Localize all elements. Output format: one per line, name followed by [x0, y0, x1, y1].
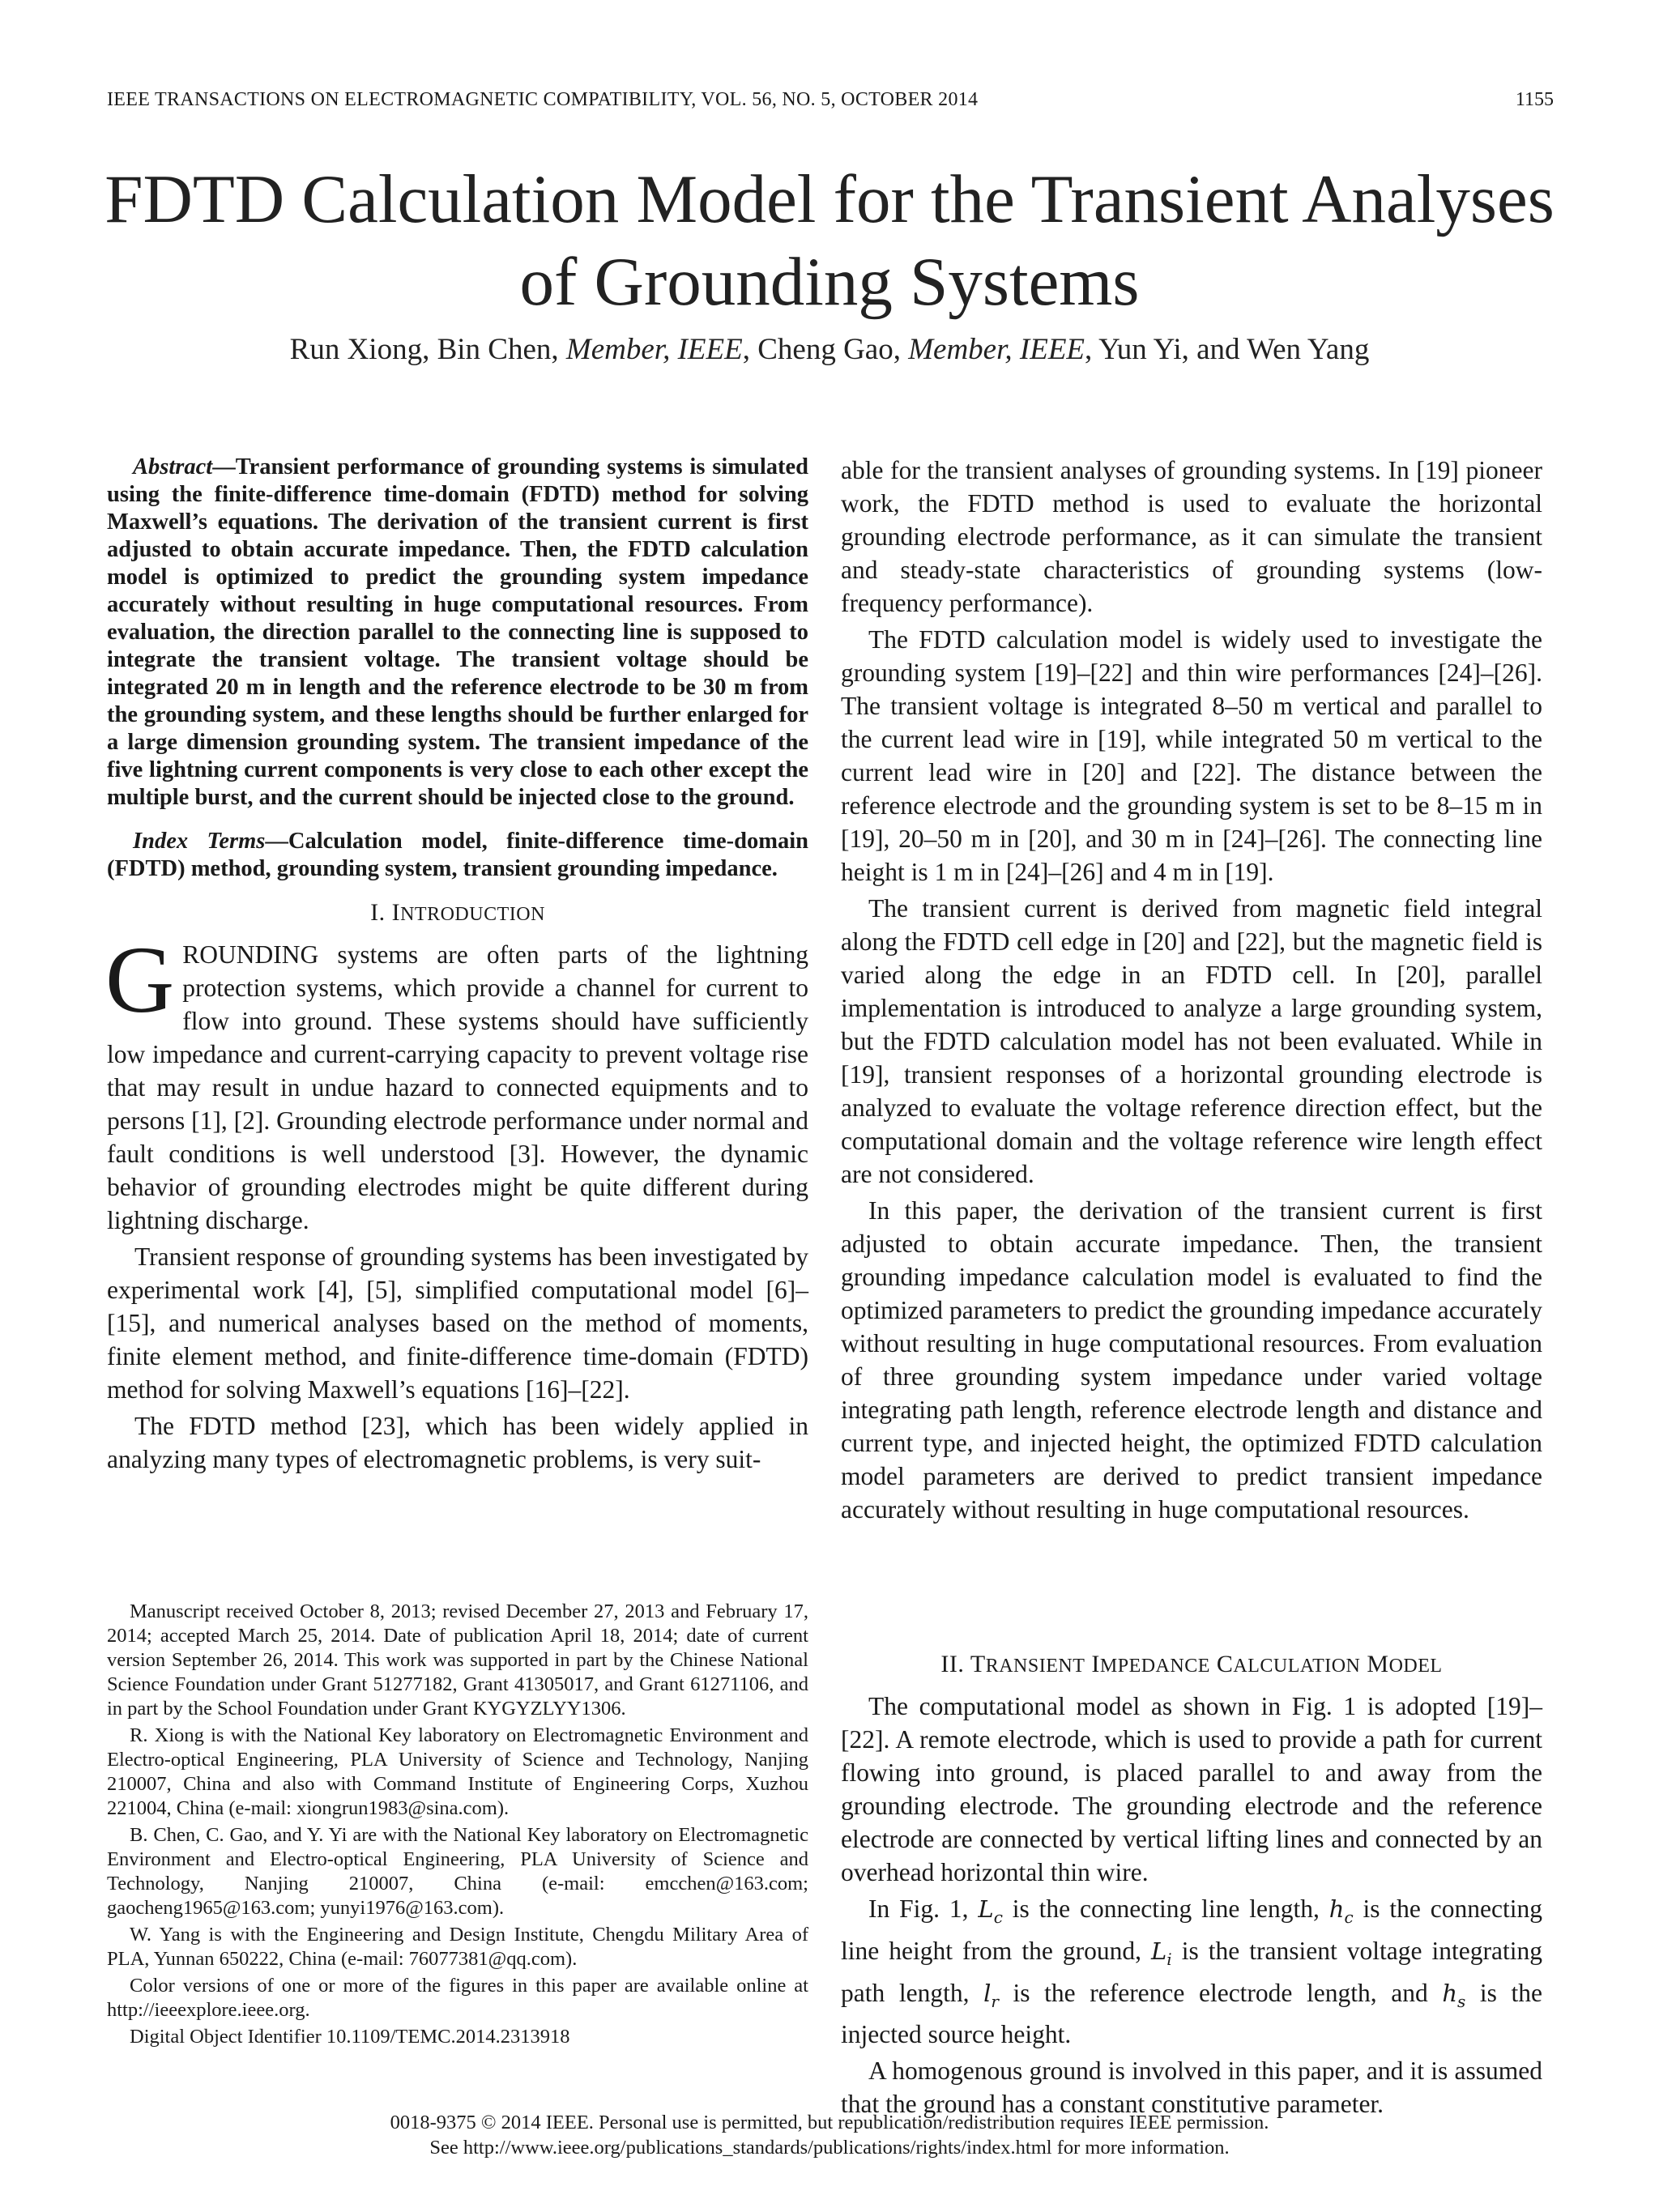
index-terms-text: Calculation model, finite-difference time-domain (FDTD) method, grounding system, transient grounding impedance. [107, 829, 808, 881]
section-2-block [841, 1634, 1542, 2124]
section-heading-introduction: I. INTRODUCTION [370, 899, 545, 926]
author-list: Run Xiong, Bin Chen, Member, IEEE, Cheng Gao, Member, IEEE, Yun Yi, and Wen Yang [289, 333, 1370, 366]
author-2: Cheng Gao [757, 333, 893, 366]
footnote-color-note: Color versions of one or more of the figures in this paper are available online at http://ieeexplore.ieee.org. [107, 1975, 808, 2021]
running-header [107, 89, 1554, 121]
model-paragraph-2: In Fig. 1, $L_c$ is the connecting line length, $h_c$ is the connecting line height from the ground, $L_i$ is the transient voltage integrating path length, $l_r$ is the reference electrode length, and $h_s$ is the injected source height. [841, 1894, 1542, 2049]
symbol-Li: $L_i$ [1151, 1937, 1172, 1969]
membership-2: Member, IEEE [908, 333, 1085, 366]
intro-paragraph-2: Transient response of grounding systems has been investigated by experimental work [4], [5], simplified computational model [6]–[15], and numerical analyses based on the method of moments, finite element method, and finite-difference time-domain (FDTD) method for solving Maxwell’s equations [16]–[22]. [107, 1242, 808, 1404]
author-3: Yun Yi, and Wen Yang [1098, 333, 1370, 366]
intro-paragraph-3-continued: able for the transient analyses of grounding systems. In [19] pioneer work, the FDTD method is used to evaluate the horizontal grounding electrode performance, as it can simulate the transient and steady-state characteristics of grounding systems (low-frequency performance). [841, 456, 1542, 617]
footnote-doi: Digital Object Identifier 10.1109/TEMC.2014.2313918 [130, 2026, 570, 2048]
intro-paragraph-6: In this paper, the derivation of the transient current is first adjusted to obtain accurate impedance. Then, the transient grounding impedance calculation model is evaluated to find the optimized parameters to predict the grounding impedance accurately without resulting in huge computational resources. From evaluation of three grounding system impedance under varied voltage integrating path length, reference electrode length and distance and current type, and injected height, the optimized FDTD calculation model parameters are derived to predict transient impedance accurately without resulting in huge computational resources. [841, 1196, 1542, 1524]
index-terms-label: Index Terms [133, 829, 266, 854]
paper-title [73, 158, 1586, 323]
drop-cap: G [105, 927, 175, 1033]
left-column [107, 454, 808, 1479]
index-terms: Index Terms—Calculation model, finite-difference time-domain (FDTD) method, grounding system, transient grounding impedance. [107, 829, 808, 881]
footnote-affiliation-1: R. Xiong is with the National Key laboratory on Electromagnetic Environment and Electro-optical Engineering, PLA University of Science and Technology, Nanjing 210007, China and also with Command Institute of Engineering Corps, Xuzhou 221004, China (e-mail: xiongrun1983@sina.com). [107, 1724, 808, 1819]
membership-1: Member, IEEE [565, 333, 743, 366]
footnote-affiliation-3: W. Yang is with the Engineering and Design Institute, Chengdu Military Area of PLA, Yunnan 650222, China (e-mail: 76077381@qq.com). [107, 1924, 808, 1970]
author-1: Run Xiong, Bin Chen [289, 333, 552, 366]
title-line-1: FDTD Calculation Model for the Transient Analyses [104, 161, 1555, 237]
symbol-hc: $h_c$ [1328, 1895, 1354, 1927]
model-paragraph-3: A homogenous ground is involved in this paper, and it is assumed that the ground has a constant constitutive parameter. [841, 2056, 1542, 2119]
symbol-hs: $h_s$ [1442, 1979, 1466, 2011]
symbol-Lc: $L_c$ [978, 1895, 1003, 1927]
journal-name: IEEE TRANSACTIONS ON ELECTROMAGNETIC COMPATIBILITY, VOL. 56, NO. 5, OCTOBER 2014 [107, 89, 979, 110]
abstract-label: Abstract [133, 454, 213, 479]
page-number: 1155 [1515, 89, 1554, 110]
abstract: Abstract—Transient performance of grounding systems is simulated using the finite-difference time-domain (FDTD) method for solving Maxwell’s equations. The derivation of the transient current is first adjusted to obtain accurate impedance. Then, the FDTD calculation model is optimized to predict the grounding system impedance accurately without resulting in huge computational resources. From evaluation, the direction parallel to the connecting line is supposed to integrate the transient voltage. The transient voltage should be integrated 20 m in length and the reference electrode to be 30 m from the grounding system, and these lengths should be further enlarged for a large dimension grounding system. The transient impedance of the five lightning current components is very close to each other except the multiple burst, and the current should be injected close to the ground. [107, 454, 808, 810]
footer-line-1: 0018-9375 © 2014 IEEE. Personal use is permitted, but republication/redistribution requires IEEE permission. [390, 2112, 1269, 2133]
symbol-lr: $l_r$ [983, 1979, 999, 2011]
intro-paragraph-5: The transient current is derived from magnetic field integral along the FDTD cell edge in [20] and [22], but the magnetic field is varied along the edge in an FDTD cell. In [20], parallel implementation is introduced to analyze a large grounding system, but the FDTD calculation model has not been evaluated. While in [19], transient responses of a horizontal grounding electrode is analyzed to evaluate the voltage reference direction effect, but the computational domain and the voltage reference wire length effect are not considered. [841, 894, 1542, 1188]
intro-paragraph-3: The FDTD method [23], which has been widely applied in analyzing many types of electromagnetic problems, is very suit- [107, 1412, 808, 1473]
copyright-footer [0, 2110, 1659, 2160]
model-paragraph-1: The computational model as shown in Fig. 1 is adopted [19]–[22]. A remote electrode, which is used to provide a path for current flowing into ground, is placed parallel to and away from the grounding electrode. The grounding electrode and the reference electrode are connected by vertical lifting lines and connected by an overhead horizontal thin wire. [841, 1692, 1542, 1886]
footer-line-2: See http://www.ieee.org/publications_standards/publications/rights/index.html for more information. [429, 2137, 1230, 2159]
footnote-affiliation-2: B. Chen, C. Gao, and Y. Yi are with the National Key laboratory on Electromagnetic Environment and Electro-optical Engineering, PLA University of Science and Technology, Nanjing 210007, China (e-mail: emcchen@163.com; gaocheng1965@163.com; yunyi1976@163.com). [107, 1824, 808, 1919]
intro-paragraph-1: GROUNDING systems are often parts of the lightning protection systems, which provide a channel for current to flow into ground. These systems should have sufficiently low impedance and current-carrying capacity to prevent voltage rise that may result in undue hazard to connected equipments and to persons [1], [2]. Grounding electrode performance under normal and fault conditions is well understood [3]. However, the dynamic behavior of grounding electrodes might be quite different during lightning discharge. [105, 927, 808, 1234]
intro-paragraph-4: The FDTD calculation model is widely used to investigate the grounding system [19]–[22] and thin wire performances [24]–[26]. The transient voltage is integrated 8–50 m vertical and parallel to the current lead wire in [19], while integrated 50 m vertical to the current lead wire in [20] and [22]. The distance between the reference electrode and the grounding system is set to be 8–15 m in [19], 20–50 m in [20], and 30 m in [24]–[26]. The connecting line height is 1 m in [24]–[26] and 4 m in [19]. [841, 625, 1542, 886]
title-line-2: of Grounding Systems [519, 244, 1140, 320]
right-column [841, 454, 1542, 1529]
footnote-block [107, 1600, 808, 2052]
section-heading-model: II. TRANSIENT IMPEDANCE CALCULATION MODEL [940, 1651, 1443, 1677]
footnote-manuscript: Manuscript received October 8, 2013; revised December 27, 2013 and February 17, 2014; accepted March 25, 2014. Date of publication April 18, 2014; date of current version September 26, 2014. This work was supported in part by the Chinese National Science Foundation under Grant 51277182, Grant 41305017, and Grant 61271106, and in part by the School Foundation under Grant KYGYZLYY1306. [107, 1600, 808, 1720]
abstract-text: Transient performance of grounding systems is simulated using the finite-difference time-domain (FDTD) method for solving Maxwell’s equations. The derivation of the transient current is first adjusted to obtain accurate impedance. Then, the FDTD calculation model is optimized to predict the grounding system impedance accurately without resulting in huge computational resources. From evaluation, the direction parallel to the connecting line is supposed to integrate the transient voltage. The transient voltage should be integrated 20 m in length and the reference electrode to be 30 m from the grounding system, and these lengths should be further enlarged for a large dimension grounding system. The transient impedance of the five lightning current components is very close to each other except the multiple burst, and the current should be injected close to the ground. [107, 454, 808, 810]
